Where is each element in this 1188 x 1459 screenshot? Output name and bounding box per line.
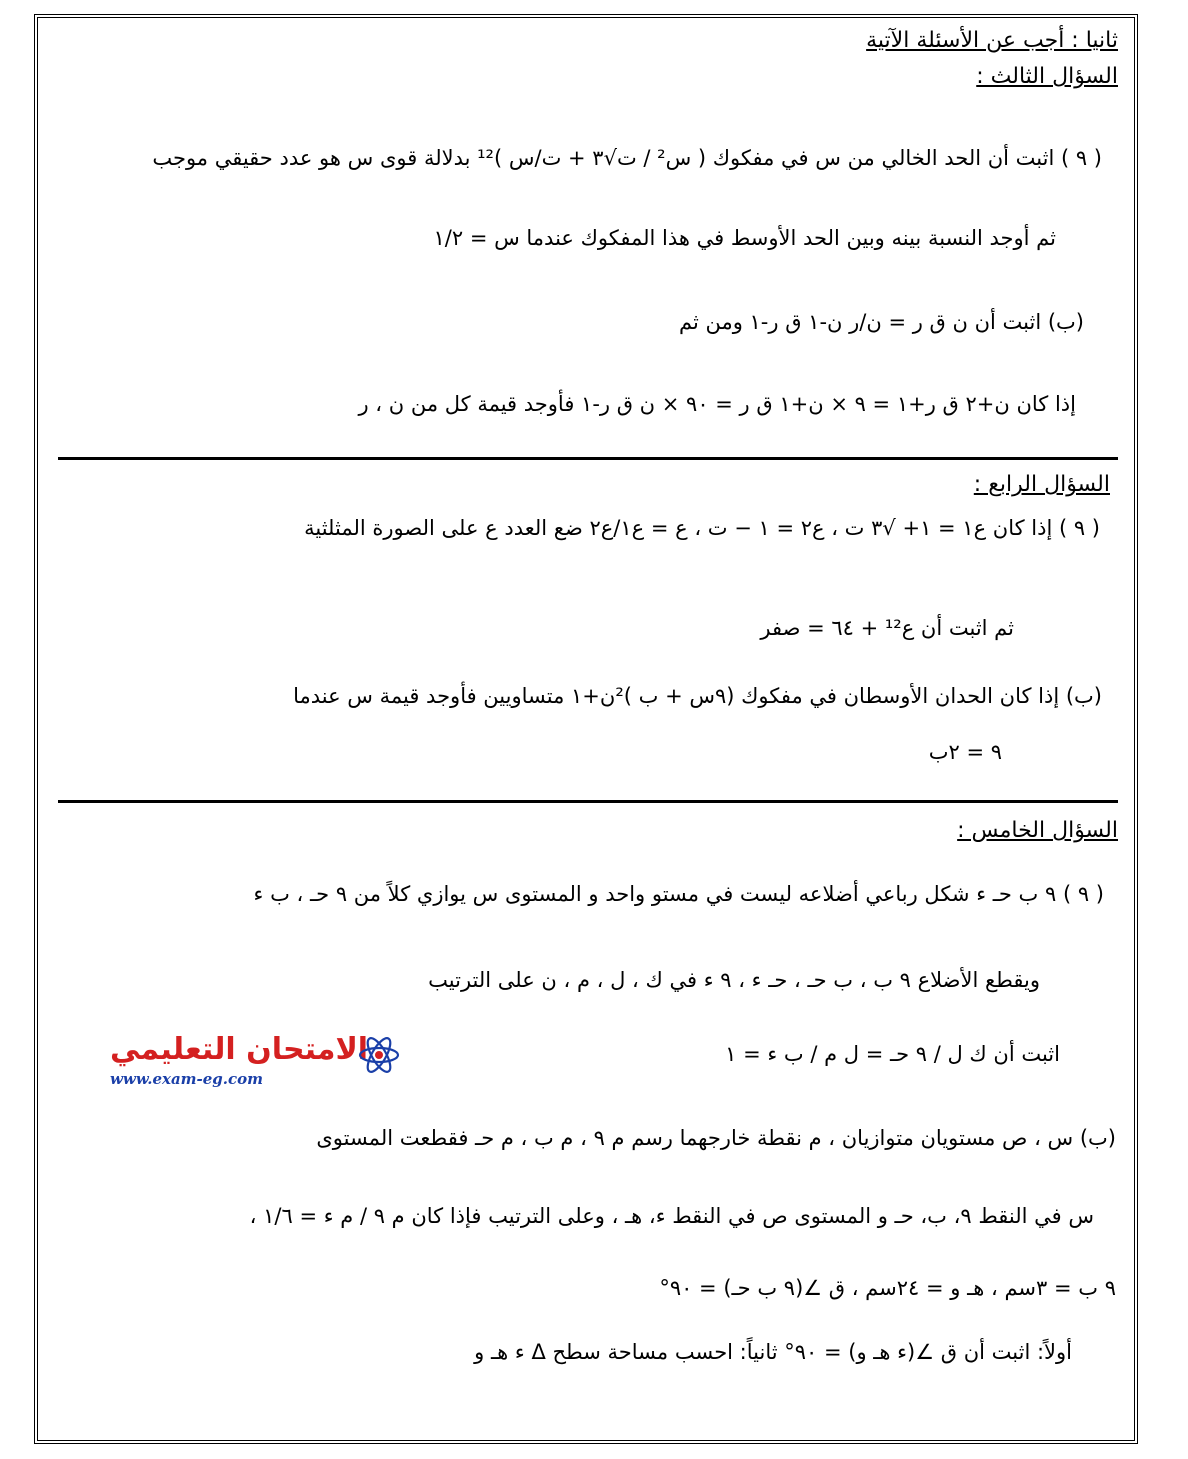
q5-part-a-line1: ( ٩ ) ٩ ب حـ ء شكل رباعي أضلاعه ليست في مستو واحد و المستوى س يوازي كلاً من ٩ حـ ، ب ء xyxy=(253,882,1104,906)
q3-part-b-line2: إذا كان ن+٢ ق ر+١ = ٩ × ن+١ ق ر = ٩٠ × ن ق ر-١ فأوجد قيمة كل من ن ، ر xyxy=(358,392,1076,416)
logo-text: الامتحان التعليمي xyxy=(110,1032,369,1067)
separator-rule xyxy=(58,457,1118,460)
question-three-title: السؤال الثالث : xyxy=(976,64,1118,89)
site-logo xyxy=(110,1030,400,1090)
question-four-title: السؤال الرابع : xyxy=(973,472,1110,497)
q5-part-a-line3: اثبت أن ك ل / ٩ حـ = ل م / ب ء = ١ xyxy=(725,1042,1060,1066)
separator-rule xyxy=(58,800,1118,803)
q5-part-b-line2: س في النقط ٩، ب، حـ و المستوى ص في النقط ء، هـ ، وعلى الترتيب فإذا كان م ٩ / م ء = ١/٦ ، xyxy=(249,1204,1094,1228)
q4-part-b-line1: (ب) إذا كان الحدان الأوسطان في مفكوك (٩س + ب )²ن+١ متساويين فأوجد قيمة س عندما xyxy=(293,684,1102,708)
q4-part-a-line1: ( ٩ ) إذا كان ع١ = ١+ √٣ ت ، ع٢ = ١ − ت ، ع = ع١/ع٢ ضع العدد ع على الصورة المثلثية xyxy=(304,516,1100,540)
q3-part-a-line2: ثم أوجد النسبة بينه وبين الحد الأوسط في هذا المفكوك عندما س = ١/٢ xyxy=(433,226,1056,250)
q3-part-a-line1: ( ٩ ) اثبت أن الحد الخالي من س في مفكوك ( س² / ت√٣ + ت/س )¹² بدلالة قوى س هو عدد حقيقي موجب xyxy=(152,146,1102,170)
q3-part-b-line1: (ب) اثبت أن ن ق ر = ن/ر ن-١ ق ر-١ ومن ثم xyxy=(678,310,1084,334)
section-title: ثانيا : أجب عن الأسئلة الآتية xyxy=(866,28,1118,53)
q4-part-b-line2: ٩ = ٢ب xyxy=(928,740,1002,764)
q5-part-b-line4: أولاً: اثبت أن ق ∠(ء هـ و) = ٩٠° ثانياً: احسب مساحة سطح Δ ء هـ و xyxy=(474,1340,1072,1364)
q5-part-a-line2: ويقطع الأضلاع ٩ ب ، ب حـ ، حـ ء ، ٩ ء في ك ، ل ، م ، ن على الترتيب xyxy=(428,968,1040,992)
q5-part-b-line3: ٩ ب = ٣سم ، هـ و = ٢٤سم ، ق ∠(٩ ب حـ) = ٩٠° xyxy=(659,1276,1116,1300)
atom-icon xyxy=(358,1034,400,1076)
q4-part-a-line2: ثم اثبت أن ع¹² + ٦٤ = صفر xyxy=(760,616,1014,640)
q5-part-b-line1: (ب) س ، ص مستويان متوازيان ، م نقطة خارجهما رسم م ٩ ، م ب ، م حـ فقطعت المستوى xyxy=(316,1126,1116,1150)
logo-url: www.exam-eg.com xyxy=(110,1070,264,1088)
question-five-title: السؤال الخامس : xyxy=(957,818,1118,843)
